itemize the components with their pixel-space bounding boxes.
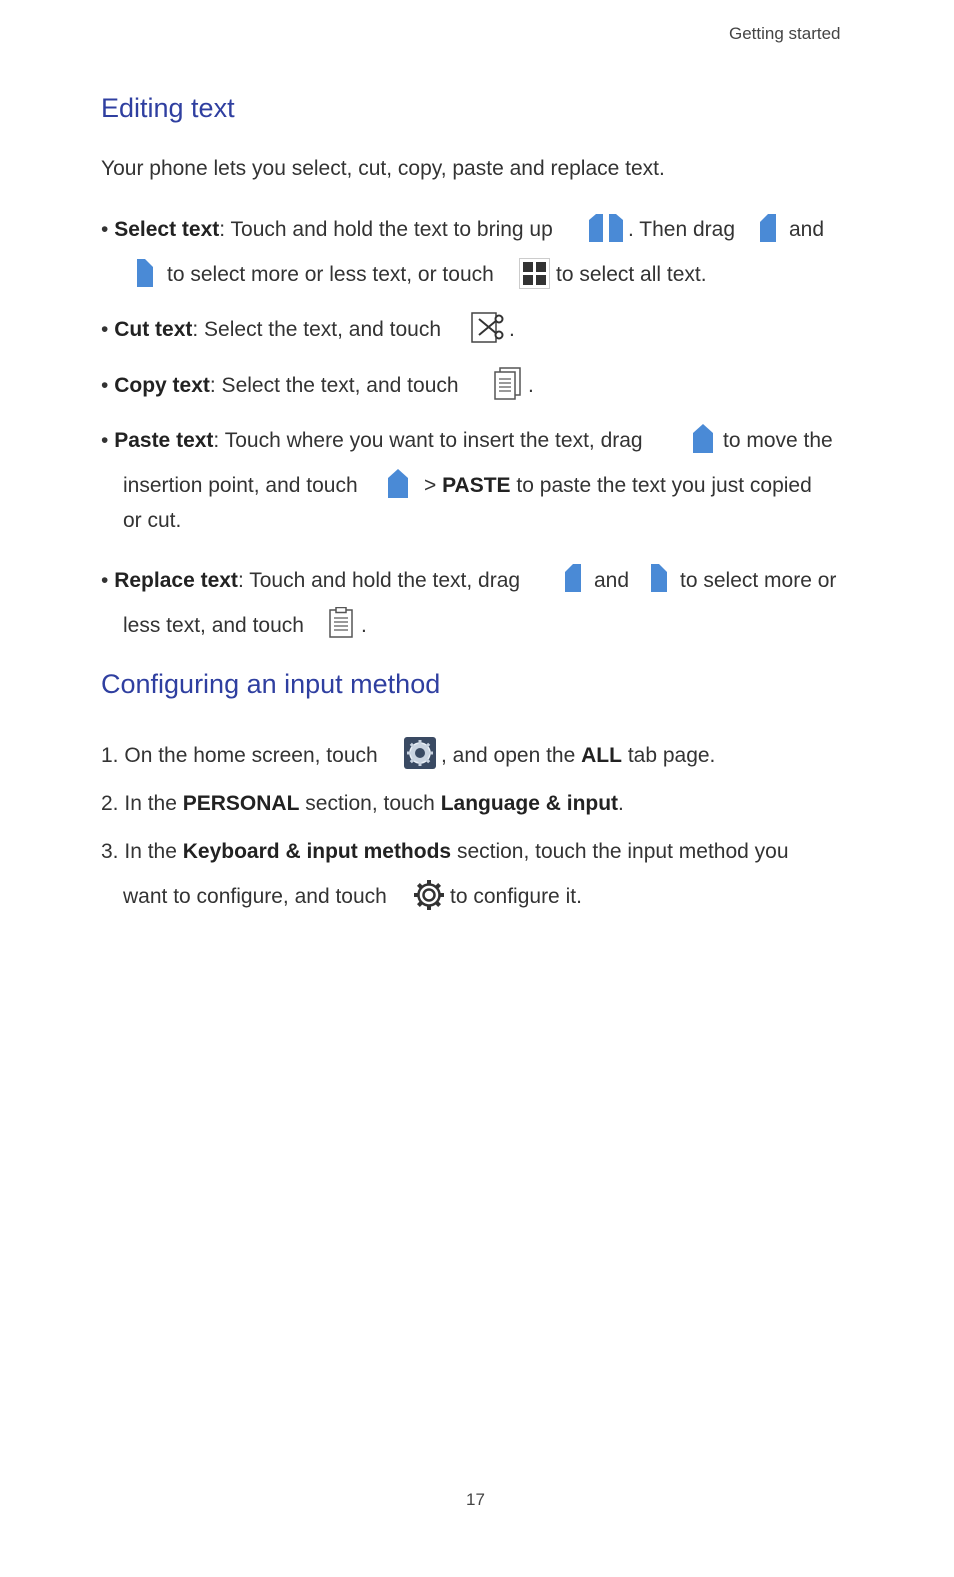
paste-text-line2a: insertion point, and touch: [123, 474, 358, 497]
step-3-text-line2b: to configure it.: [450, 885, 582, 908]
step-2-text: [101, 792, 624, 816]
replace-text-period: .: [361, 614, 367, 637]
page-number: 17: [466, 1490, 485, 1509]
step-2-period: .: [618, 792, 624, 815]
clipboard-paste-icon: [328, 607, 354, 639]
bullet-replace-text-line1: [101, 569, 520, 593]
paste-text-label: Paste text: [114, 429, 214, 452]
replace-text-and: and: [594, 569, 630, 592]
step-number: 2.: [101, 792, 119, 815]
step-number: 3.: [101, 840, 119, 863]
paste-text-desc: : Touch where you want to insert the text, drag: [213, 429, 643, 452]
end-handle-icon: [649, 564, 669, 594]
section-title-editing-text: Editing text: [101, 93, 235, 123]
paste-text-line2b: [424, 474, 812, 498]
bullet-dot: •: [101, 318, 109, 341]
scissors-cut-icon: [471, 312, 505, 344]
start-handle-icon: [563, 564, 583, 594]
step-number: 1.: [101, 744, 119, 767]
editing-intro: Your phone lets you select, cut, copy, paste and replace text.: [101, 157, 665, 180]
start-handle-icon: [758, 214, 778, 244]
step-3-text-line2a: want to configure, and touch: [123, 885, 387, 908]
personal-section-label: PERSONAL: [182, 792, 300, 815]
running-header: Getting started: [729, 24, 841, 43]
bullet-select-text-line1: [101, 218, 553, 242]
insertion-handle-icon: [387, 469, 409, 499]
bullet-copy-text: [101, 374, 459, 398]
language-input-label: Language & input: [440, 792, 619, 815]
selection-handles-icon: [587, 214, 627, 244]
select-text-then-drag: . Then drag: [628, 218, 736, 241]
replace-text-label: Replace text: [114, 569, 238, 592]
step-3-in-the: In the: [124, 840, 177, 863]
bullet-dot: •: [101, 374, 109, 397]
step-3-section-touch: section, touch the input method you: [456, 840, 789, 863]
select-all-icon: [519, 258, 550, 289]
select-text-label: Select text: [114, 218, 220, 241]
select-text-desc: : Touch and hold the text to bring up: [219, 218, 553, 241]
paste-text-move-the: to move the: [723, 429, 833, 452]
all-tab-label: ALL: [581, 744, 622, 767]
bullet-dot: •: [101, 429, 109, 452]
step-2-in-the: In the: [124, 792, 177, 815]
step-1-text-a: [101, 744, 378, 768]
bullet-paste-text-line1: [101, 429, 643, 453]
gear-icon: [413, 879, 445, 911]
end-handle-icon: [135, 259, 155, 289]
step-2-section-touch: section, touch: [305, 792, 435, 815]
cut-text-desc: : Select the text, and touch: [192, 318, 442, 341]
bullet-dot: •: [101, 569, 109, 592]
copy-icon: [494, 367, 522, 401]
bullet-cut-text: [101, 318, 441, 342]
bullet-dot: •: [101, 218, 109, 241]
paste-option: PASTE: [442, 474, 511, 497]
copy-text-period: .: [528, 374, 534, 397]
step-1-text-b: [441, 744, 715, 768]
select-text-line2b: to select all text.: [556, 263, 707, 286]
step-3-text-line1: [101, 840, 789, 864]
paste-text-line3: or cut.: [123, 509, 182, 532]
step-1-open: , and open the: [441, 744, 576, 767]
cut-text-label: Cut text: [114, 318, 193, 341]
select-text-and: and: [789, 218, 825, 241]
replace-text-line2a: less text, and touch: [123, 614, 304, 637]
paste-text-line2c: to paste the text you just copied: [516, 474, 812, 497]
insertion-handle-icon: [692, 424, 714, 454]
copy-text-label: Copy text: [114, 374, 210, 397]
menu-arrow: >: [424, 474, 437, 497]
select-text-line2a: to select more or less text, or touch: [167, 263, 494, 286]
keyboard-methods-label: Keyboard & input methods: [182, 840, 452, 863]
replace-text-desc: : Touch and hold the text, drag: [237, 569, 521, 592]
copy-text-desc: : Select the text, and touch: [209, 374, 459, 397]
settings-app-icon: [404, 737, 436, 769]
cut-text-period: .: [509, 318, 515, 341]
replace-text-select-more: to select more or: [680, 569, 837, 592]
section-title-configuring-input: Configuring an input method: [101, 669, 441, 699]
step-1-desc: On the home screen, touch: [124, 744, 378, 767]
step-1-tab-page: tab page.: [627, 744, 716, 767]
